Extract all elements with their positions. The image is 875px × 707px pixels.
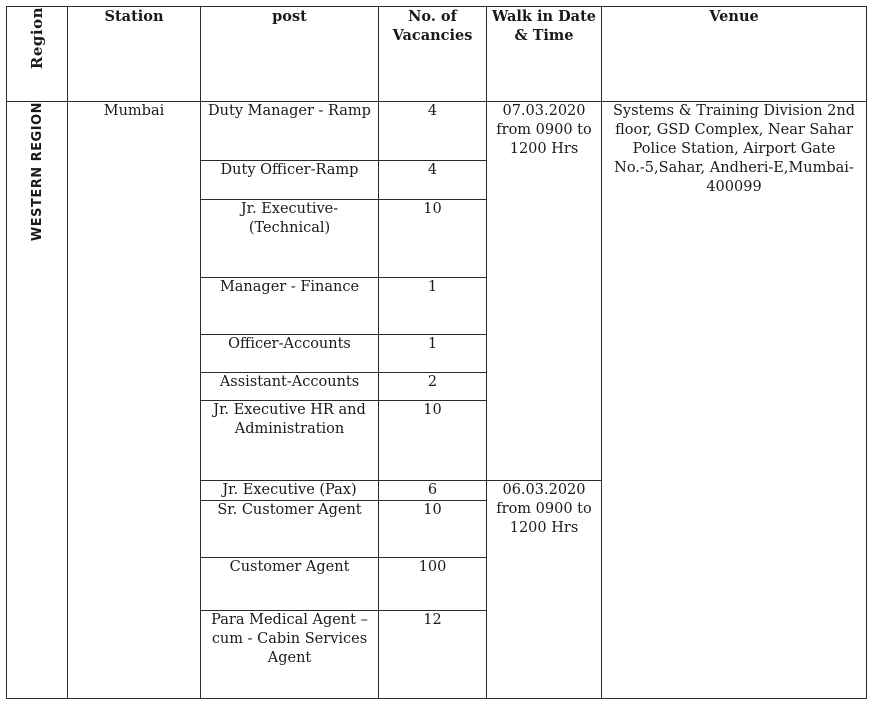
walk-in-cell: 07.03.2020 from 0900 to 1200 Hrs (487, 102, 602, 481)
post-cell: Assistant-Accounts (201, 373, 379, 401)
vacancies-cell: 4 (379, 102, 487, 161)
venue-header: Venue (602, 7, 867, 102)
header-row (7, 7, 867, 102)
vacancies-header: No. of Vacancies (379, 7, 487, 102)
post-cell: Jr. Executive HR and Administration (201, 401, 379, 481)
venue-cell: Systems & Training Division 2nd floor, GSD Complex, Near Sahar Police Station, Airport Gate No.-5,Sahar, Andheri-E,Mumbai-400099 (602, 102, 867, 699)
vacancies-cell: 1 (379, 278, 487, 335)
vacancies-cell: 4 (379, 161, 487, 200)
vacancy-document (6, 6, 866, 700)
walk-in-cell: 06.03.2020 from 0900 to 1200 Hrs (487, 481, 602, 699)
station-cell: Mumbai (68, 102, 201, 699)
post-cell: Duty Officer-Ramp (201, 161, 379, 200)
post-header: post (201, 7, 379, 102)
vacancies-cell: 10 (379, 401, 487, 481)
station-header: Station (68, 7, 201, 102)
region-label: WESTERN REGION (29, 102, 45, 242)
region-header (7, 7, 68, 102)
post-cell: Duty Manager - Ramp (201, 102, 379, 161)
post-cell: Para Medical Agent – cum - Cabin Services Agent (201, 611, 379, 699)
region-header-label: Region (27, 7, 46, 70)
post-cell: Customer Agent (201, 558, 379, 611)
walk-in-header: Walk in Date & Time (487, 7, 602, 102)
vacancies-cell: 6 (379, 481, 487, 501)
region-cell (7, 102, 68, 699)
vacancies-cell: 12 (379, 611, 487, 699)
vacancies-cell: 1 (379, 335, 487, 373)
vacancies-cell: 10 (379, 501, 487, 558)
vacancies-cell: 10 (379, 200, 487, 278)
post-cell: Sr. Customer Agent (201, 501, 379, 558)
post-cell: Jr. Executive (Pax) (201, 481, 379, 501)
post-cell: Jr. Executive- (Technical) (201, 200, 379, 278)
vacancies-cell: 100 (379, 558, 487, 611)
vacancies-cell: 2 (379, 373, 487, 401)
table-row (7, 102, 867, 161)
post-cell: Officer-Accounts (201, 335, 379, 373)
vacancy-table (6, 6, 867, 699)
post-cell: Manager - Finance (201, 278, 379, 335)
